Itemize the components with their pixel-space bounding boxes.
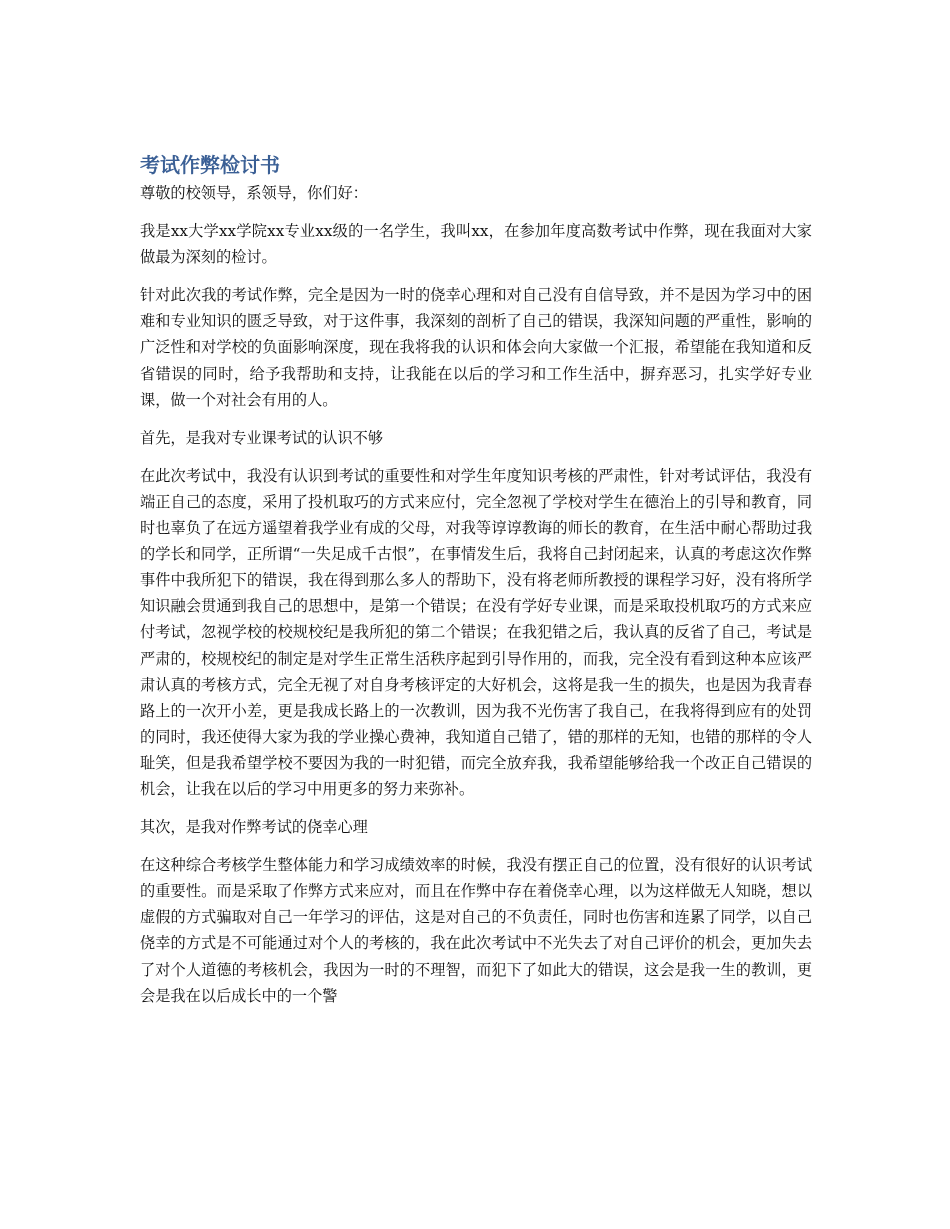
paragraph-intro: 我是xx大学xx学院xx专业xx级的一名学生，我叫xx，在参加年度高数考试中作弊，现在我面对大家做最为深刻的检讨。 <box>140 222 812 267</box>
salutation: 尊敬的校领导，系领导，你们好： <box>140 184 368 202</box>
document-body <box>140 150 812 1021</box>
document-title: 考试作弊检讨书 <box>140 153 280 177</box>
section-heading-second: 其次，是我对作弊考试的侥幸心理 <box>140 818 368 837</box>
paragraph-reason: 针对此次我的考试作弊，完全是因为一时的侥幸心理和对自己没有自信导致，并不是因为学习中的困难和专业知识的匮乏导致，对于这件事，我深刻的剖析了自己的错误，我深知问题的严重性，影响的广泛性和对学校的负面影响深度，现在我将我的认识和体会向大家做一个汇报，希望能在我知道和反省错误的同时，给予我帮助和支持，让我能在以后的学习和工作生活中，摒弃恶习，扎实学好专业课，做一个对社会有用的人。 <box>140 286 812 409</box>
paragraph-first-point: 在此次考试中，我没有认识到考试的重要性和对学生年度知识考核的严肃性，针对考试评估，我没有端正自己的态度，采用了投机取巧的方式来应付，完全忽视了学校对学生在德治上的引导和教育，同时也辜负了在远方遥望着我学业有成的父母，对我等谆谆教诲的师长的教育，在生活中耐心帮助过我的学长和同学，正所谓“一失足成千古恨”，在事情发生后，我将自己封闭起来，认真的考虑这次作弊事件中我所犯下的错误，我在得到那么多人的帮助下，没有将老师所教授的课程学习好，没有将所学知识融会贯通到我自己的思想中，是第一个错误；在没有学好专业课，而是采取投机取巧的方式来应付考试，忽视学校的校规校纪是我所犯的第二个错误；在我犯错之后，我认真的反省了自己，考试是严肃的，校规校纪的制定是对学生正常生活秩序起到引导作用的，而我，完全没有看到这种本应该严肃认真的考核方式，完全无视了对自身考核评定的大好机会，这将是我一生的损失，也是因为我青春路上的一次开小差，更是我成长路上的一次教训，因为我不光伤害了我自己，在我将得到应有的处罚的同时，我还使得大家为我的学业操心费神，我知道自己错了，错的那样的无知，也错的那样的令人耻笑，但是我希望学校不要因为我的一时犯错，而完全放弃我，我希望能够给我一个改正自己错误的机会，让我在以后的学习中用更多的努力来弥补。 <box>140 466 812 798</box>
paragraph-second-point: 在这种综合考核学生整体能力和学习成绩效率的时候，我没有摆正自己的位置，没有很好的认识考试的重要性。而是采取了作弊方式来应对，而且在作弊中存在着侥幸心理，以为这样做无人知晓，想以虚假的方式骗取对自己一年学习的评估，这是对自己的不负责任，同时也伤害和连累了同学，以自己侥幸的方式是不可能通过对个人的考核的，我在此次考试中不光失去了对自己评价的机会，更加失去了对个人道德的考核机会，我因为一时的不理智，而犯下了如此大的错误，这会是我一生的教训，更会是我在以后成长中的一个警 <box>140 856 812 1005</box>
section-heading-first: 首先，是我对专业课考试的认识不够 <box>140 428 383 447</box>
